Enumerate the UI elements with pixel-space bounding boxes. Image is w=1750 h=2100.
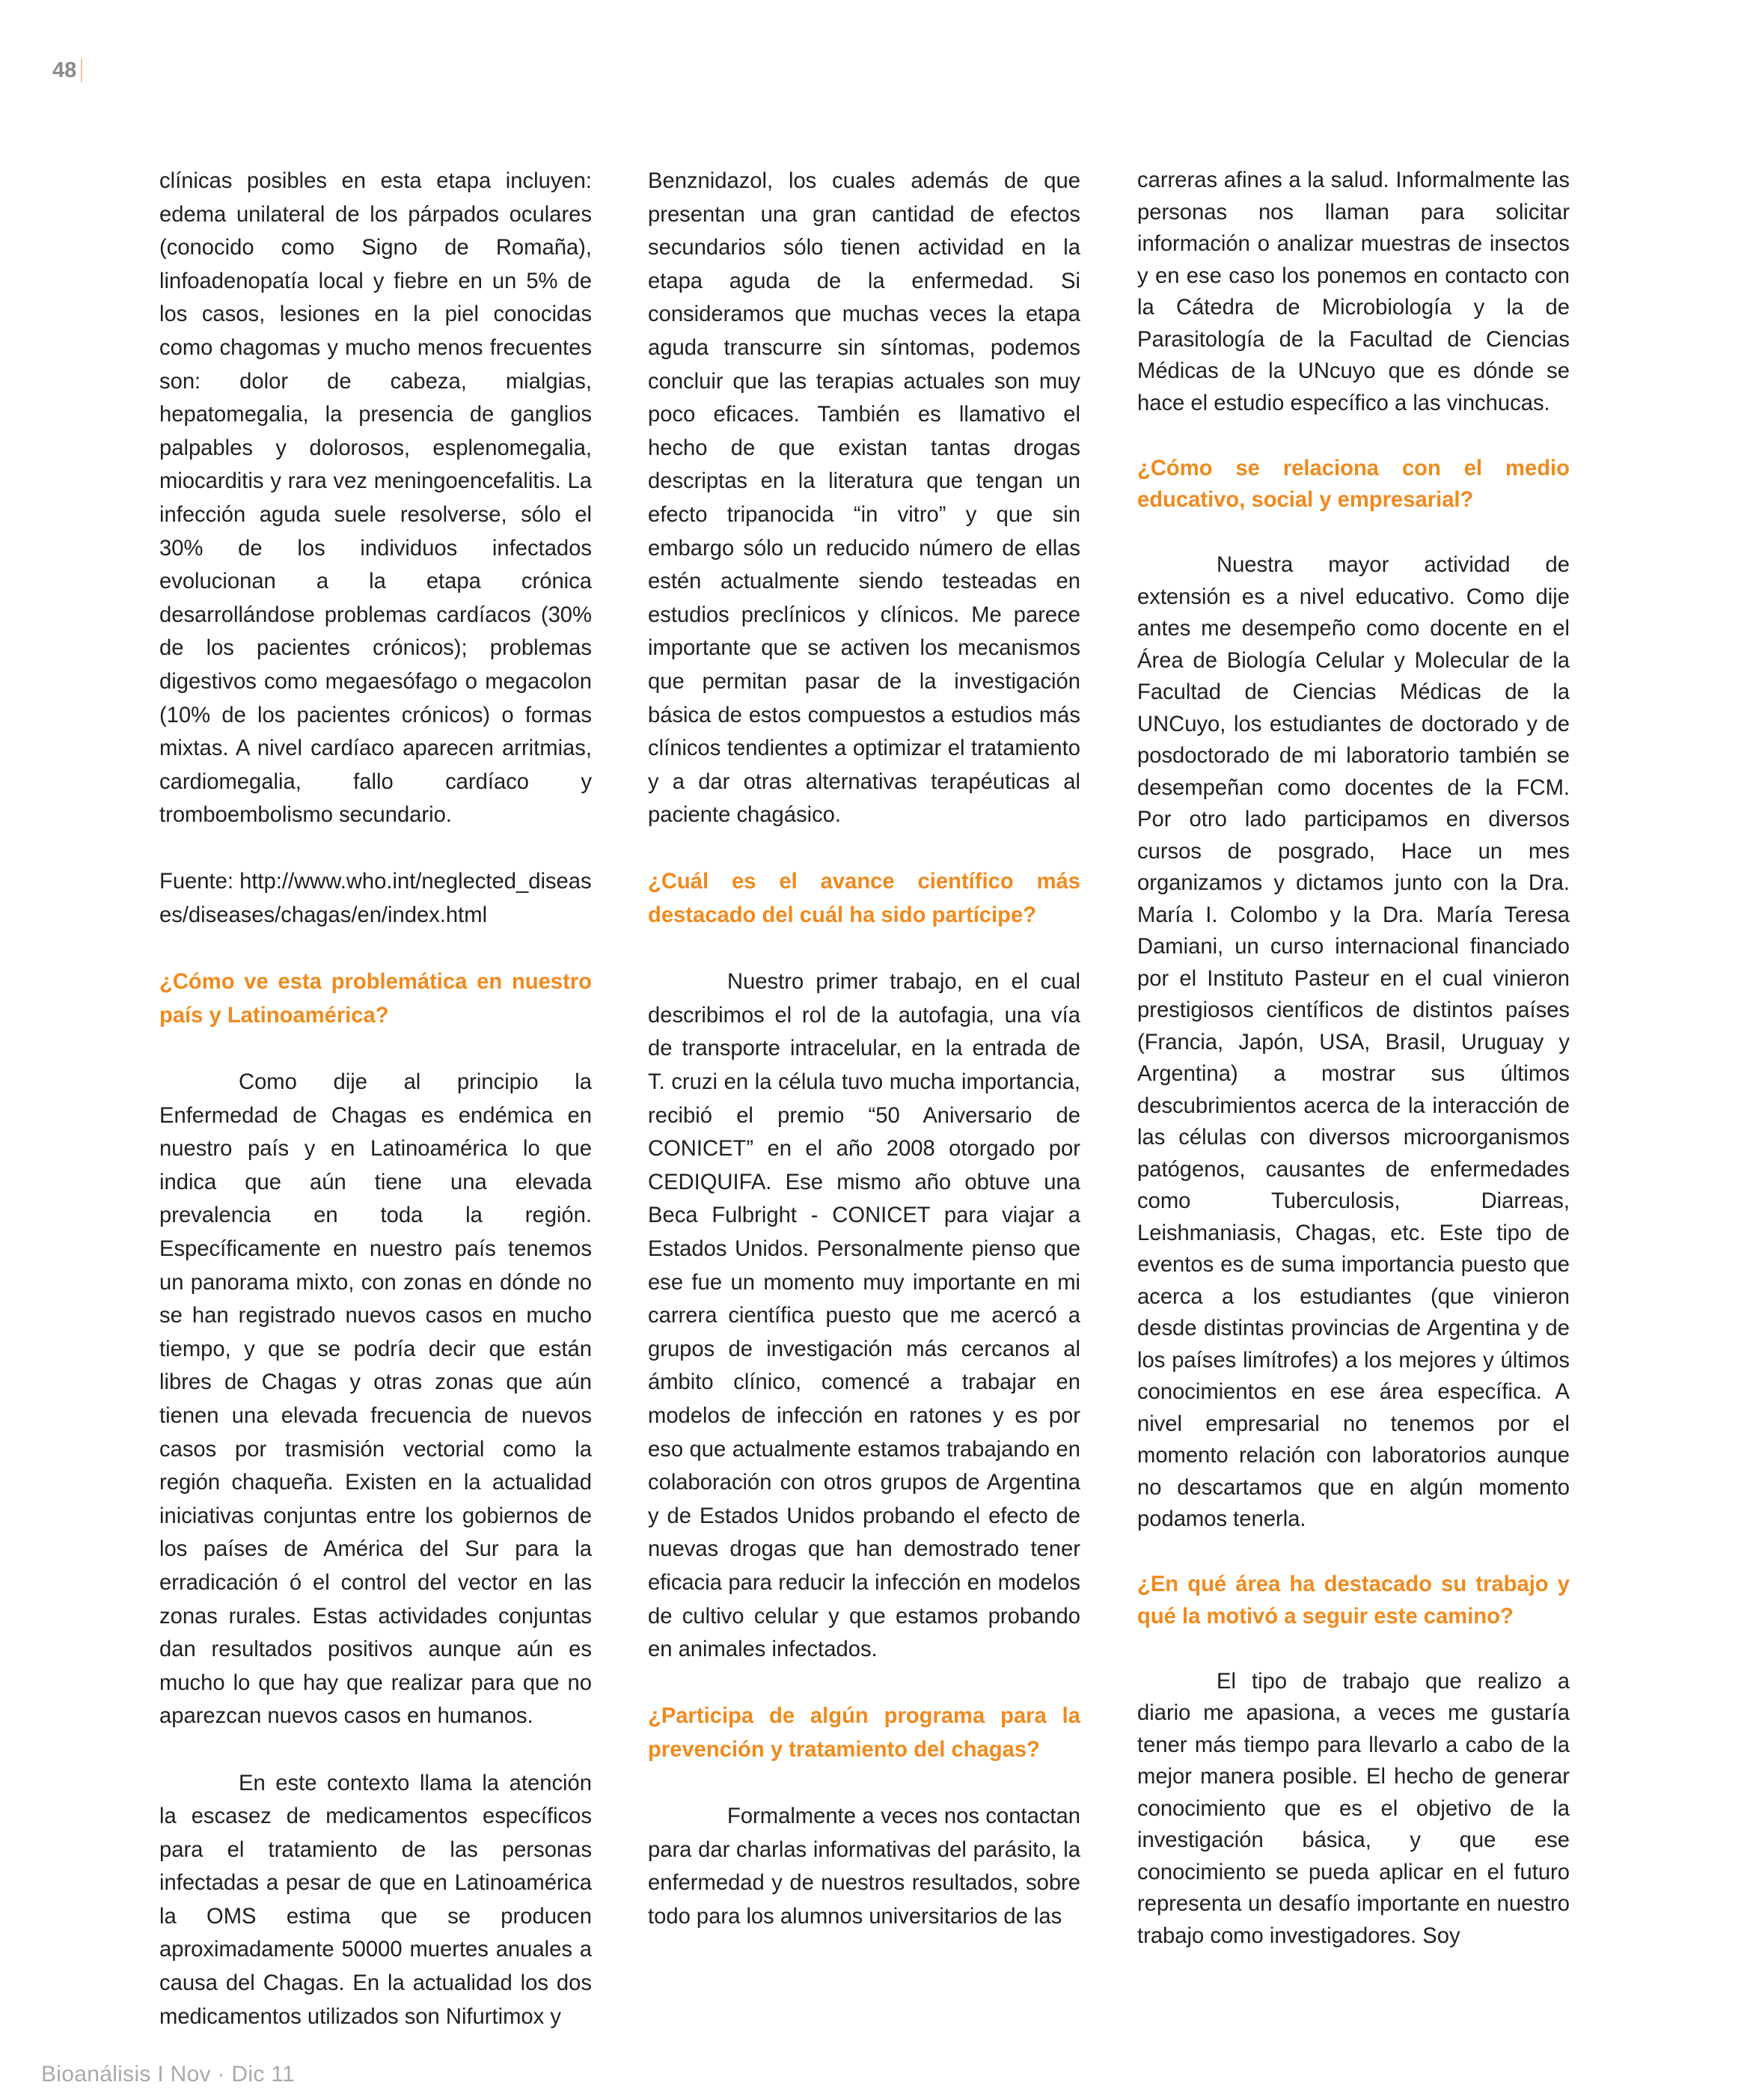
paragraph: Nuestra mayor actividad de extensión es a nivel educativo. Como dije antes me desempeño como docente en el Área de Biología Celular y Molecular de la Facultad de Ciencias Médicas de la UNCuyo, los estudiantes de doctorado y de posdoctorado de mi laboratorio también se desempeñan como docentes de la FCM. Por otro lado participamos en diversos cursos de posgrado, Hace un mes organizamos y dictamos junto con la Dra. María I. Colombo y la Dra. María Teresa Damiani, un curso internacional financiado por el Instituto Pasteur en el cual vinieron prestigiosos científicos de distintos países (Francia, Japón, USA, Brasil, Uruguay y Argentina) a mostrar sus últimos descubrimientos acerca de la interacción de las células con diversos microorganismos patógenos, causantes de enfermedades como Tuberculosis, Diarreas, Leishmaniasis, Chagas, etc. Este tipo de eventos es de suma importancia puesto que acerca a los estudiantes (que vinieron desde distintas provincias de Argentina y de los países limítrofes) a los mejores y últimos conocimientos en ese área específica. A nivel empresarial no tenemos por el momento relación con laboratorios aunque no descartamos que en algún momento podamos tenerla. — [1137, 553, 1570, 1532]
column-1 — [159, 165, 592, 2033]
paragraph: Nuestro primer trabajo, en el cual describimos el rol de la autofagia, una vía de transporte intracelular, en la entrada de T. cruzi en la célula tuvo mucha importancia, recibió el premio “50 Aniversario de CONICET” en el año 2008 otorgado por CEDIQUIFA. Ese mismo año obtuve una Beca Fulbright - CONICET para viajar a Estados Unidos. Personalmente pienso que ese fue un momento muy importante en mi carrera científica puesto que me acercó a grupos de investigación más cercanos al ámbito clínico, comencé a trabajar en modelos de infección en ratones y es por eso que actualmente estamos trabajando en colaboración con otros grupos de Argentina y de Estados Unidos probando el efecto de nuevas drogas que han demostrado tener eficacia para reducir la infección en modelos de cultivo celular y que estamos probando en animales infectados. — [648, 970, 1080, 1662]
paragraph: Benznidazol, los cuales además de que presentan una gran cantidad de efectos secundarios sólo tienen actividad en la etapa aguda de la enfermedad. Si consideramos que muchas veces la etapa aguda transcurre sin síntomas, podemos concluir que las terapias actuales son muy poco eficaces. También es llamativo el hecho de que existan tantas drogas descriptas en la literatura que tengan un efecto tripanocida “in vitro” y que sin embargo sólo un reducido número de ellas estén actualmente siendo testeadas en estudios preclínicos y clínicos. Me parece importante que se activen los mecanismos que permitan pasar de la investigación básica de estos compuestos a estudios más clínicos tendientes a optimizar el tratamiento y a dar otras alternativas terapéuticas al paciente chagásico. — [648, 169, 1080, 828]
interview-question: ¿Cómo se relaciona con el medio educativo, social y empresarial? — [1137, 456, 1570, 513]
interview-question: ¿Cómo ve esta problemática en nuestro país y Latinoamérica? — [159, 970, 592, 1028]
column-2 — [648, 165, 1080, 1933]
column-3 — [1137, 165, 1570, 1952]
paragraph: Como dije al principio la Enfermedad de Chagas es endémica en nuestro país y en Latinoamérica lo que indica que aún tiene una elevada prevalencia en toda la región. Específicamente en nuestro país tenemos un panorama mixto, con zonas en dónde no se han registrado nuevos casos en mucho tiempo, y que se podría decir que están libres de Chagas y otras zonas que aún tienen una elevada frecuencia de nuevos casos por trasmisión vectorial como la región chaqueña. Existen en la actualidad iniciativas conjuntas entre los gobiernos de los países de América del Sur para la erradicación ó el control del vector en las zonas rurales. Estas actividades conjuntas dan resultados positivos aunque aún es mucho lo que hay que realizar para que no aparezcan nuevos casos en humanos. — [159, 1070, 592, 1729]
paragraph: carreras afines a la salud. Informalmente las personas nos llaman para solicitar información o analizar muestras de insectos y en ese caso los ponemos en contacto con la Cátedra de Microbiología y la de Parasitología de la Facultad de Ciencias Médicas de la UNcuyo que es dónde se hace el estudio específico a las vinchucas. — [1137, 168, 1570, 415]
paragraph: En este contexto llama la atención la escasez de medicamentos específicos para el tratamiento de las personas infectadas a pesar de que en Latinoamérica la OMS estima que se producen aproximadamente 50000 muertes anuales a causa del Chagas. En la actualidad los dos medicamentos utilizados son Nifurtimox y — [159, 1771, 592, 2029]
interview-question: ¿Cuál es el avance científico más destacado del cuál ha sido partícipe? — [648, 870, 1080, 928]
magazine-footer: Bioanálisis I Nov · Dic 11 — [41, 2062, 296, 2087]
paragraph: Formalmente a veces nos contactan para dar charlas informativas del parásito, la enfermedad y de nuestros resultados, sobre todo para los alumnos universitarios de las — [648, 1804, 1080, 1929]
interview-question: ¿Participa de algún programa para la prevención y tratamiento del chagas? — [648, 1704, 1080, 1762]
source-reference: Fuente: http://www.who.int/neglected_diseases/diseases/chagas/en/index.html — [159, 870, 592, 928]
paragraph: El tipo de trabajo que realizo a diario me apasiona, a veces me gustaría tener más tiempo para llevarlo a cabo de la mejor manera posible. El hecho de generar conocimiento que es el objetivo de la investigación básica, y que ese conocimiento se pueda aplicar en el futuro representa un desafío importante en nuestro trabajo como investigadores. Soy — [1137, 1669, 1570, 1948]
page-number: 48 — [52, 58, 82, 82]
paragraph: clínicas posibles en esta etapa incluyen: edema unilateral de los párpados oculares (conocido como Signo de Romaña), linfoadenopatía local y fiebre en un 5% de los casos, lesiones en la piel conocidas como chagomas y mucho menos frecuentes son: dolor de cabeza, mialgias, hepatomegalia, la presencia de ganglios palpables y dolorosos, esplenomegalia, miocarditis y rara vez meningoencefalitis. La infección aguda suele resolverse, sólo el 30% de los individuos infectados evolucionan a la etapa crónica desarrollándose problemas cardíacos (30% de los pacientes crónicos); problemas digestivos como megaesófago o megacolon (10% de los pacientes crónicos) o formas mixtas. A nivel cardíaco aparecen arritmias, cardiomegalia, fallo cardíaco y tromboembolismo secundario. — [159, 169, 592, 828]
interview-question: ¿En qué área ha destacado su trabajo y qué la motivó a seguir este camino? — [1137, 1572, 1570, 1629]
